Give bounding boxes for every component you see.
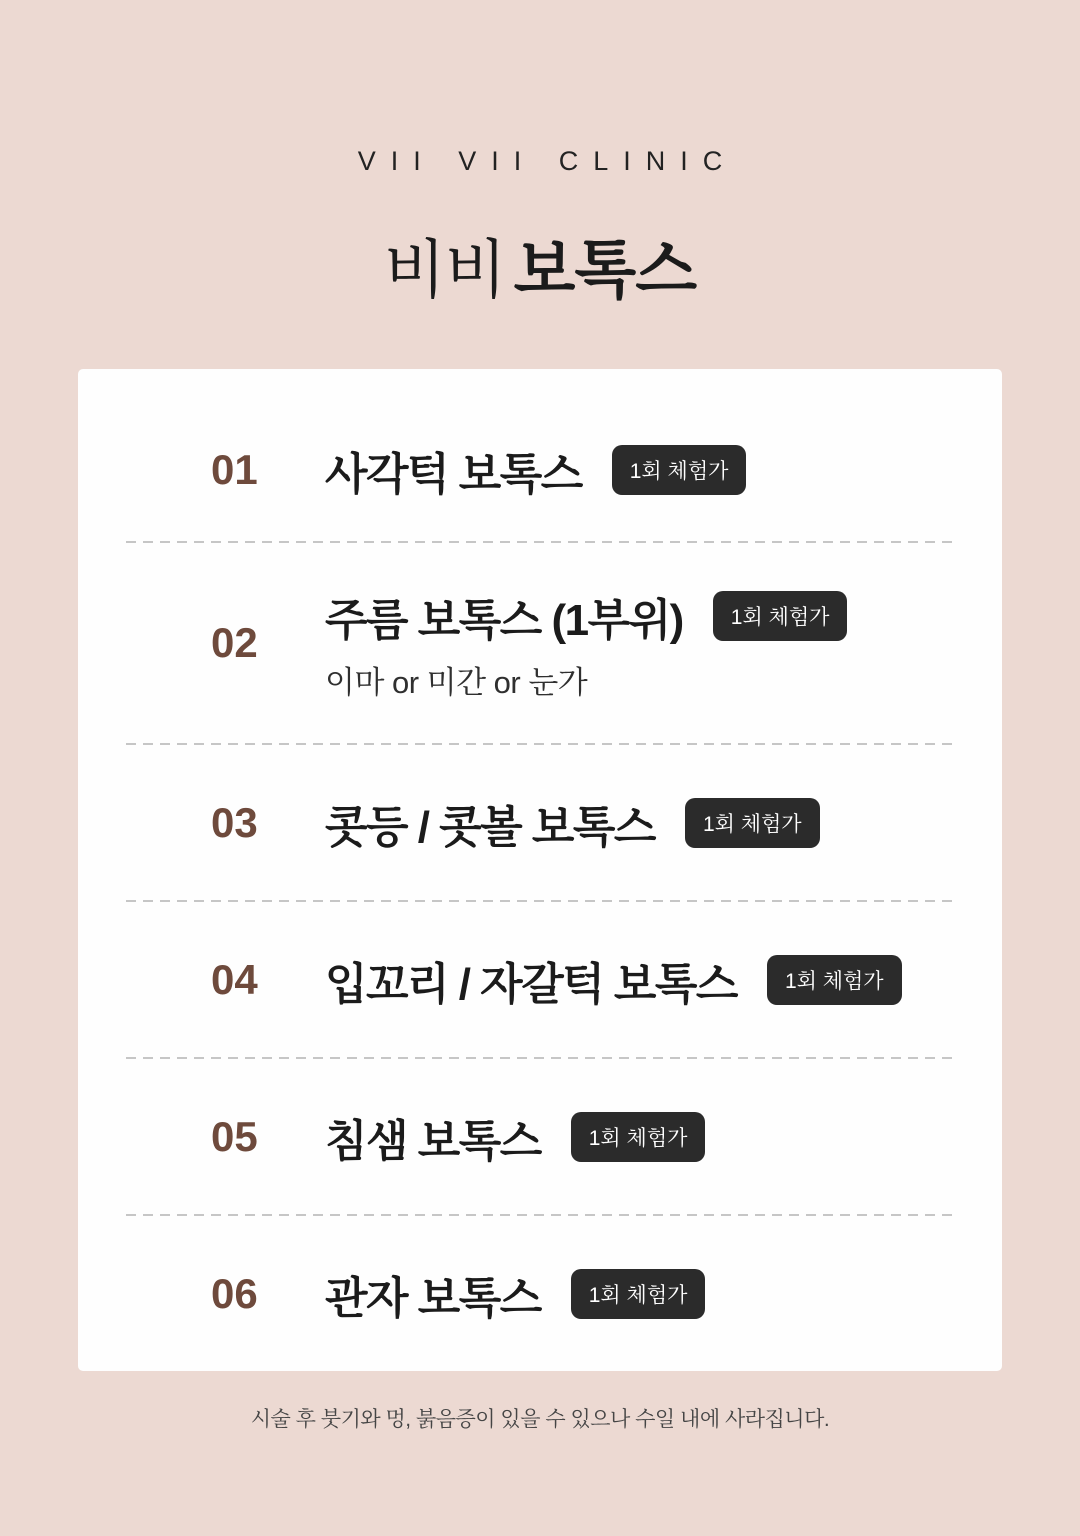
page-title-bold: 보톡스 <box>513 234 697 306</box>
item-title: 콧등 / 콧볼 보톡스 <box>325 802 655 852</box>
item-title: 사각턱 보톡스 <box>325 450 582 499</box>
trial-price-badge: 1회 체험가 <box>685 798 820 848</box>
page-title <box>384 219 696 311</box>
item-number: 06 <box>211 1269 258 1317</box>
item-number: 04 <box>211 955 258 1003</box>
item-title: 주름 보톡스 (1부위) <box>325 596 683 645</box>
list-item <box>78 1216 1002 1371</box>
clinic-brand: VII VII CLINIC <box>357 146 738 176</box>
trial-price-badge: 1회 체험가 <box>571 1269 706 1319</box>
item-number: 03 <box>211 798 258 846</box>
item-title: 입꼬리 / 자갈턱 보톡스 <box>325 959 737 1009</box>
trial-price-badge: 1회 체험가 <box>767 955 902 1005</box>
item-number: 05 <box>211 1112 258 1160</box>
list-item <box>78 399 1002 541</box>
list-item <box>78 543 1002 743</box>
item-title: 관자 보톡스 <box>325 1273 541 1323</box>
trial-price-badge: 1회 체험가 <box>571 1112 706 1162</box>
list-item <box>78 902 1002 1057</box>
item-number: 02 <box>211 619 258 666</box>
list-item <box>78 1059 1002 1214</box>
trial-price-badge: 1회 체험가 <box>713 591 848 641</box>
trial-price-badge: 1회 체험가 <box>612 445 747 495</box>
treatment-list-card <box>78 369 1002 1371</box>
disclaimer-note: 시술 후 붓기와 멍, 붉음증이 있을 수 있으나 수일 내에 사라집니다. <box>250 1408 830 1431</box>
list-item <box>78 745 1002 900</box>
page-title-light: 비비 <box>383 234 506 306</box>
item-subtitle: 이마 or 미간 or 눈가 <box>325 665 588 700</box>
item-title: 침샘 보톡스 <box>325 1116 541 1166</box>
item-number: 01 <box>211 446 258 493</box>
